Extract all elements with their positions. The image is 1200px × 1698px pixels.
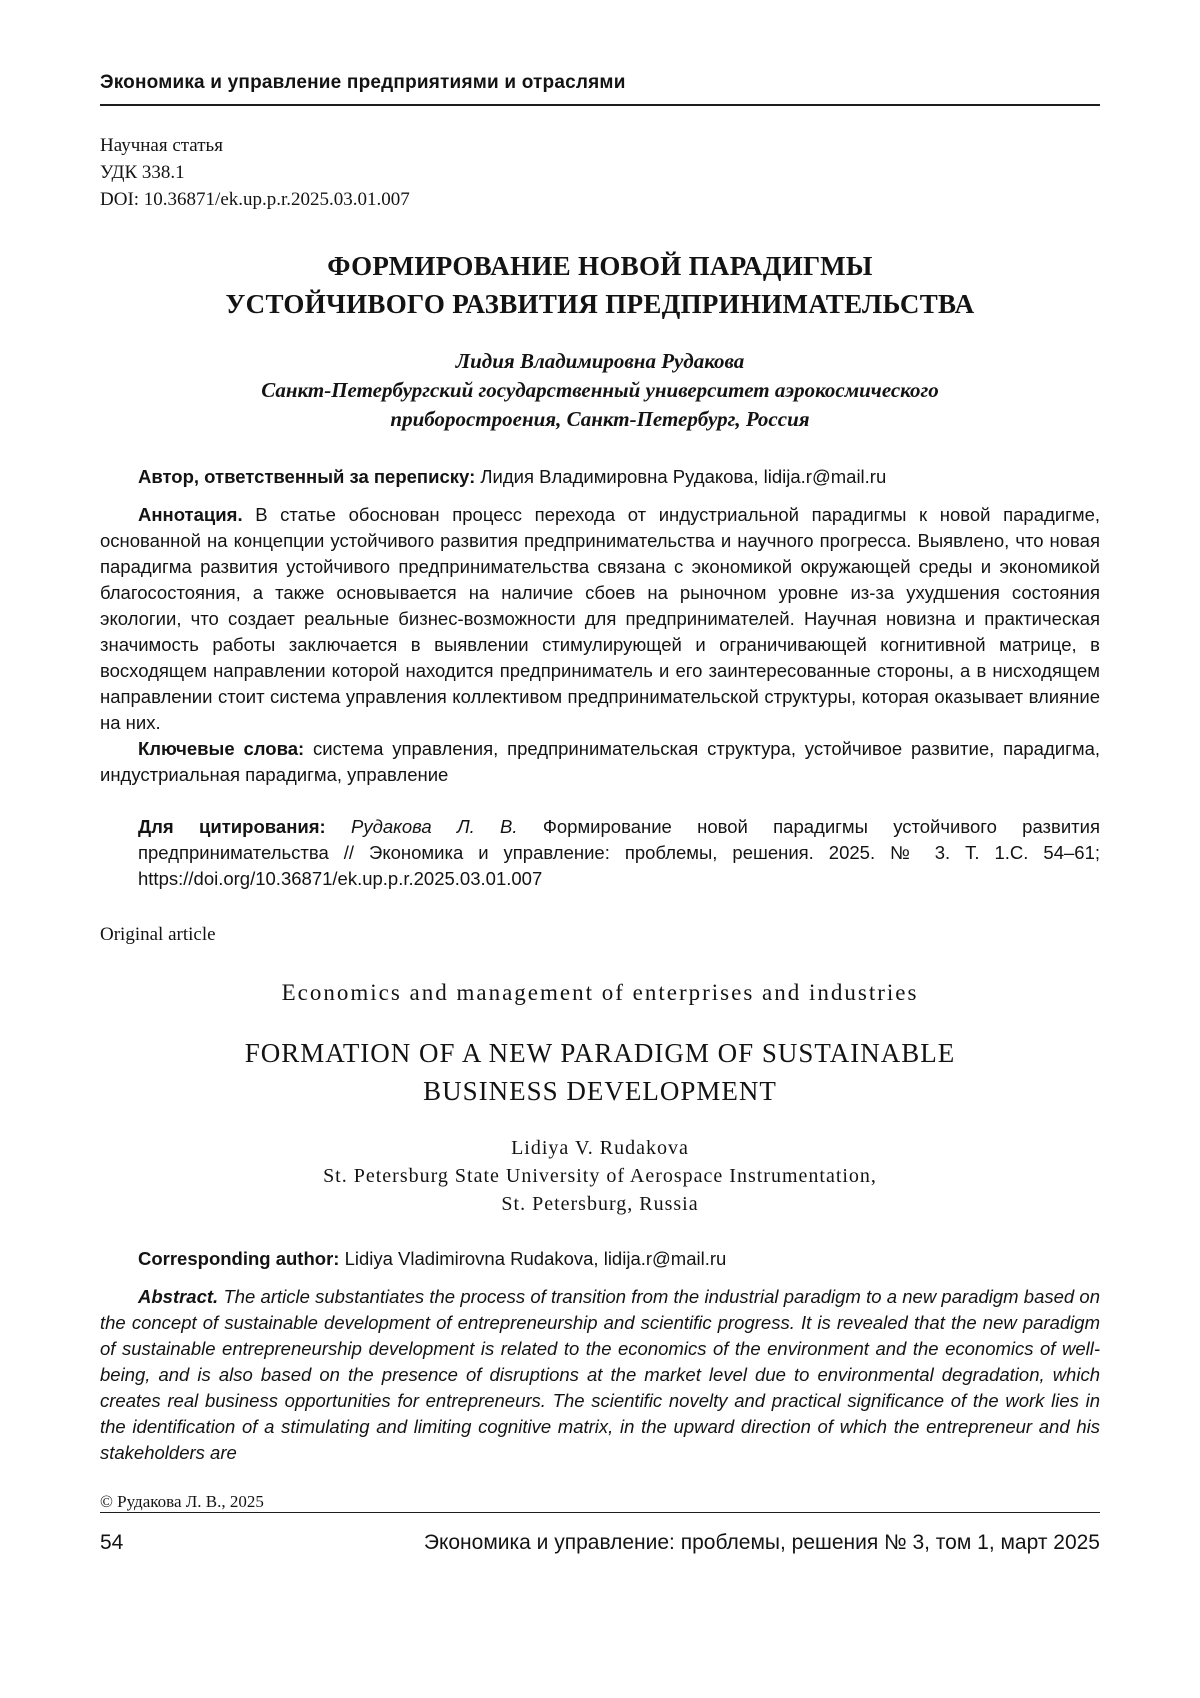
copyright-line: © Рудакова Л. В., 2025 (100, 1492, 264, 1511)
corresponding-author-en (100, 1246, 1100, 1272)
corresponding-text-ru: Лидия Владимировна Рудакова, lidija.r@mail.ru (480, 466, 887, 487)
affiliation-en (100, 1162, 1100, 1218)
page-footer (100, 1512, 1100, 1555)
citation-text: Формирование новой парадигмы устойчивого развития предпринимательства // Экономика и управление: проблемы, решения. 2025. № 3. Т. 1.С. 54–61; https://doi.org/10.36871/ek.up.p.r.2025.03.01.007 (138, 816, 1101, 889)
author-name-en: Lidiya V. Rudakova (511, 1137, 689, 1159)
affiliation-ru-line2: приборостроения, Санкт-Петербург, Россия (390, 407, 810, 431)
abstract-text-ru: В статье обоснован процесс перехода от индустриальной парадигмы к новой парадигме, основанной на концепции устойчивого развития предпринимательства и научного прогресса. Выявлено, что новая парадигма развития устойчивого предпринимательства связана с экономикой окружающей среды и экономикой благосостояния, а также основывается на наличие сбоев на рыночном уровне из-за ухудшения состояния экологии, что создает реальные бизнес-возможности для предпринимателей. Научная новизна и практическая значимость работы заключается в выявлении стимулирующей и ограничивающей когнитивной матрице, в восходящем направлении которой находится предприниматель и его заинтересованные стороны, а в нисходящем направлении стоит система управления коллективом предпринимательской структуры, которая оказывает влияние на них. (100, 504, 1101, 733)
article-meta (100, 132, 1100, 213)
affiliation-ru-line1: Санкт-Петербургский государственный университет аэрокосмического (261, 378, 939, 402)
header-rule (100, 104, 1100, 106)
article-title-ru (100, 247, 1100, 323)
keywords-text-ru: система управления, предпринимательская структура, устойчивое развитие, парадигма, индустриальная парадигма, управление (100, 738, 1100, 785)
article-title-en-line2: BUSINESS DEVELOPMENT (423, 1076, 777, 1106)
abstract-en (100, 1284, 1100, 1466)
abstract-ru (100, 502, 1100, 736)
citation-block (138, 814, 1100, 892)
keywords-label-ru: Ключевые слова: (138, 738, 305, 759)
page-number: 54 (100, 1531, 124, 1554)
affiliation-en-line2: St. Petersburg, Russia (501, 1193, 699, 1215)
article-title-ru-line2: УСТОЙЧИВОГО РАЗВИТИЯ ПРЕДПРИНИМАТЕЛЬСТВА (225, 289, 975, 319)
journal-footer-line: Экономика и управление: проблемы, решения № 3, том 1, март 2025 (423, 1531, 1100, 1554)
footer-row (100, 1513, 1100, 1555)
citation-author: Рудакова Л. В. (351, 816, 518, 837)
abstract-text-en: The article substantiates the process of transition from the industrial paradigm to a new paradigm based on the concept of sustainable development of entrepreneurship and scientific progress. It is revealed that the new paradigm of sustainable entrepreneurship development is related to the economics of the environment and the economics of well-being, and is also based on the presence of disruptions at the market level due to environmental degradation, which creates real business opportunities for entrepreneurs. The scientific novelty and practical significance of the work lies in the identification of a stimulating and limiting cognitive matrix, in the upward direction of which the entrepreneur and his stakeholders are (100, 1286, 1100, 1463)
original-article-label: Original article (100, 924, 216, 945)
corresponding-label-ru: Автор, ответственный за переписку: (138, 466, 476, 487)
article-title-en (100, 1034, 1100, 1110)
running-head: Экономика и управление предприятиями и отраслями (100, 72, 626, 93)
corresponding-text-en: Lidiya Vladimirovna Rudakova, lidija.r@mail.ru (344, 1248, 727, 1269)
corresponding-author-ru (100, 464, 1100, 490)
article-title-en-line1: FORMATION OF A NEW PARADIGM OF SUSTAINABLE (244, 1038, 956, 1068)
doi-line: DOI: 10.36871/ek.up.p.r.2025.03.01.007 (100, 189, 410, 210)
affiliation-ru (100, 376, 1100, 434)
keywords-ru (100, 736, 1100, 788)
citation-label: Для цитирования: (138, 816, 326, 837)
udk-code: УДК 338.1 (100, 162, 185, 183)
author-name-ru: Лидия Владимировна Рудакова (455, 349, 745, 373)
abstract-label-ru: Аннотация. (138, 504, 243, 525)
article-title-ru-line1: ФОРМИРОВАНИЕ НОВОЙ ПАРАДИГМЫ (327, 251, 873, 281)
page-header (100, 72, 1100, 106)
article-type-label: Научная статья (100, 135, 223, 156)
corresponding-label-en: Corresponding author: (138, 1248, 340, 1269)
abstract-label-en: Abstract. (138, 1286, 219, 1307)
affiliation-en-line1: St. Petersburg State University of Aerospace Instrumentation, (323, 1165, 877, 1187)
section-title-en: Economics and management of enterprises and industries (281, 980, 919, 1005)
